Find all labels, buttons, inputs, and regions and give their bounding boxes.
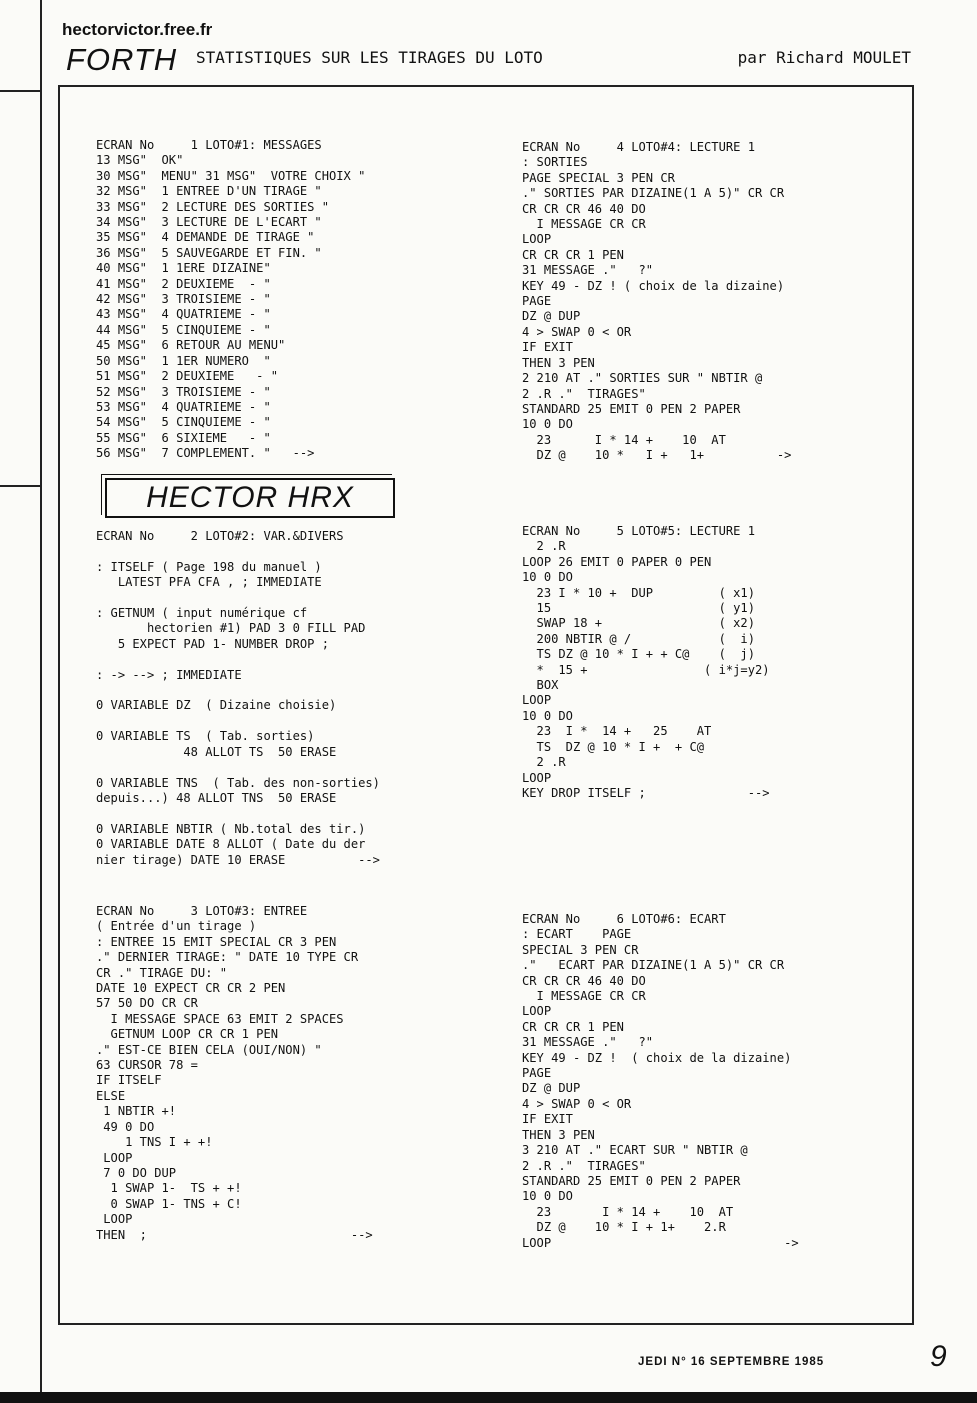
code-line: PAGE [522, 294, 552, 309]
code-line: ELSE [96, 1088, 126, 1103]
code-line: : SORTIES [522, 155, 588, 170]
code-line: 32 MSG" 1 ENTREE D'UN TIRAGE " [96, 184, 322, 199]
screen-listing-6 [522, 912, 799, 1251]
code-line: 10 0 DO [522, 1189, 573, 1204]
code-line: 2 .R [522, 539, 566, 554]
code-line: I MESSAGE CR CR [522, 217, 646, 232]
code-line: ECRAN No 4 LOTO#4: LECTURE 1 [522, 140, 755, 154]
code-line: 3 210 AT ." ECART SUR " NBTIR @ [522, 1143, 748, 1158]
code-line: SWAP 18 + ( x2) [522, 616, 755, 631]
code-line: 54 MSG" 5 CINQUIEME - " [96, 415, 271, 430]
code-line: 2 .R ." TIRAGES" [522, 1158, 646, 1173]
code-line: 34 MSG" 3 LECTURE DE L'ECART " [96, 215, 322, 230]
code-line: THEN ; --> [96, 1227, 373, 1242]
code-line: nier tirage) DATE 10 ERASE --> [96, 852, 380, 867]
code-line: DZ @ 10 * I + 1+ -> [522, 448, 792, 463]
code-line: 63 CURSOR 78 = [96, 1058, 198, 1073]
code-line: STANDARD 25 EMIT 0 PEN 2 PAPER [522, 401, 741, 416]
page-number: 9 [930, 1340, 947, 1373]
code-line: 51 MSG" 2 DEUXIEME - " [96, 369, 279, 384]
code-line: : ENTREE 15 EMIT SPECIAL CR 3 PEN [96, 934, 337, 949]
code-line: ." DERNIER TIRAGE: " DATE 10 TYPE CR [96, 950, 359, 965]
code-line: CR CR CR 1 PEN [522, 247, 624, 262]
code-line: depuis...) 48 ALLOT TNS 50 ERASE [96, 790, 337, 805]
code-line: 0 VARIABLE DZ ( Dizaine choisie) [96, 698, 337, 713]
code-line: ." ECART PAR DIZAINE(1 A 5)" CR CR [522, 958, 785, 973]
code-line: KEY 49 - DZ ! ( choix de la dizaine) [522, 1050, 792, 1065]
code-line: 43 MSG" 4 QUATRIEME - " [96, 307, 271, 322]
code-line: 45 MSG" 6 RETOUR AU MENU" [96, 338, 286, 353]
code-line: GETNUM LOOP CR CR 1 PEN [96, 1027, 279, 1042]
code-line: 55 MSG" 6 SIXIEME - " [96, 430, 271, 445]
code-line: 7 0 DO DUP [96, 1165, 177, 1180]
code-line: LOOP [522, 693, 552, 708]
code-line: : ITSELF ( Page 198 du manuel ) [96, 559, 322, 574]
code-line: TS DZ @ 10 * I + + C@ ( j) [522, 647, 755, 662]
code-line: SPECIAL 3 PEN CR [522, 942, 639, 957]
hector-hrx-logo: HECTOR HRX [105, 478, 395, 518]
code-line: THEN 3 PEN [522, 355, 595, 370]
code-line: 1 SWAP 1- TS + +! [96, 1181, 242, 1196]
code-line: 0 VARIABLE DATE 8 ALLOT ( Date du der [96, 837, 366, 852]
code-line: LOOP [522, 232, 552, 247]
code-line: PAGE SPECIAL 3 PEN CR [522, 170, 675, 185]
code-line: ECRAN No 6 LOTO#6: ECART [522, 912, 726, 926]
code-line: ECRAN No 1 LOTO#1: MESSAGES [96, 138, 322, 152]
screen-listing-1 [96, 138, 365, 462]
code-line: IF EXIT [522, 1112, 573, 1127]
code-line: 15 ( y1) [522, 601, 755, 616]
code-line: KEY 49 - DZ ! ( choix de la dizaine) [522, 278, 785, 293]
journal-footer: JEDI N° 16 SEPTEMBRE 1985 [638, 1356, 825, 1368]
code-line: 50 MSG" 1 1ER NUMERO " [96, 353, 271, 368]
code-line: 0 VARIABLE TS ( Tab. sorties) [96, 729, 315, 744]
code-line: 1 NBTIR +! [96, 1104, 177, 1119]
language-title: FORTH [66, 42, 178, 77]
code-line: 5 EXPECT PAD 1- NUMBER DROP ; [96, 636, 329, 651]
scan-bottom-edge [0, 1392, 977, 1403]
code-line: 44 MSG" 5 CINQUIEME - " [96, 322, 271, 337]
code-line: : -> --> ; IMMEDIATE [96, 667, 242, 682]
code-line: CR CR CR 46 40 DO [522, 973, 646, 988]
site-url: hectorvictor.free.fr [62, 20, 213, 39]
code-line: 31 MESSAGE ." ?" [522, 1035, 654, 1050]
code-line: ECRAN No 3 LOTO#3: ENTREE [96, 904, 308, 918]
code-line: TS DZ @ 10 * I + + C@ [522, 739, 705, 754]
code-line: 53 MSG" 4 QUATRIEME - " [96, 399, 271, 414]
code-line: 1 TNS I + +! [96, 1135, 213, 1150]
code-line: ( Entrée d'un tirage ) [96, 919, 257, 934]
code-line: IF EXIT [522, 340, 573, 355]
code-line: DZ @ 10 * I + 1+ 2.R [522, 1220, 726, 1235]
code-line: 4 > SWAP 0 < OR [522, 1096, 632, 1111]
code-line: 41 MSG" 2 DEUXIEME - " [96, 276, 271, 291]
code-line: PAGE [522, 1066, 552, 1081]
code-line: 2 210 AT ." SORTIES SUR " NBTIR @ [522, 371, 763, 386]
code-line: BOX [522, 678, 559, 693]
code-line: ." EST-CE BIEN CELA (OUI/NON) " [96, 1042, 322, 1057]
code-line: 31 MESSAGE ." ?" [522, 263, 654, 278]
code-line: 200 NBTIR @ / ( i) [522, 631, 755, 646]
code-line: CR CR CR 46 40 DO [522, 201, 646, 216]
code-line: STANDARD 25 EMIT 0 PEN 2 PAPER [522, 1173, 741, 1188]
page-edge-line [40, 0, 42, 1403]
page-header [66, 42, 916, 77]
code-line: 0 SWAP 1- TNS + C! [96, 1196, 242, 1211]
code-line: : ECART PAGE [522, 927, 632, 942]
code-line: * 15 + ( i*j=y2) [522, 662, 770, 677]
code-line: 13 MSG" OK" [96, 153, 184, 168]
code-line: 23 I * 14 + 25 AT [522, 724, 712, 739]
code-line: hectorien #1) PAD 3 0 FILL PAD [96, 621, 366, 636]
code-line: DZ @ DUP [522, 309, 581, 324]
code-line: I MESSAGE CR CR [522, 989, 646, 1004]
code-line: 42 MSG" 3 TROISIEME - " [96, 292, 271, 307]
code-line: LOOP [96, 1150, 133, 1165]
author-byline: par Richard MOULET [737, 48, 911, 67]
code-line: ." SORTIES PAR DIZAINE(1 A 5)" CR CR [522, 186, 785, 201]
code-line: IF ITSELF [96, 1073, 162, 1088]
code-line: LOOP 26 EMIT 0 PAPER 0 PEN [522, 554, 712, 569]
code-line: 4 > SWAP 0 < OR [522, 324, 632, 339]
screen-listing-3 [96, 904, 373, 1243]
code-line: LOOP [522, 770, 552, 785]
code-line: KEY DROP ITSELF ; --> [522, 785, 770, 800]
code-line: 48 ALLOT TS 50 ERASE [96, 744, 337, 759]
code-line: LOOP [522, 1004, 552, 1019]
code-line: 10 0 DO [522, 570, 573, 585]
screen-listing-4 [522, 140, 791, 464]
article-subtitle: STATISTIQUES SUR LES TIRAGES DU LOTO [196, 48, 543, 67]
code-line: ECRAN No 2 LOTO#2: VAR.&DIVERS [96, 529, 344, 543]
screen-listing-2 [96, 529, 380, 868]
code-line: 30 MSG" MENU" 31 MSG" VOTRE CHOIX " [96, 168, 366, 183]
screen-listing-5 [522, 524, 770, 801]
edge-stub [0, 485, 40, 487]
code-line: : GETNUM ( input numérique cf [96, 606, 308, 621]
code-line: LOOP [96, 1212, 133, 1227]
code-line: LATEST PFA CFA , ; IMMEDIATE [96, 575, 322, 590]
code-line: 2 .R ." TIRAGES" [522, 386, 646, 401]
code-line: ECRAN No 5 LOTO#5: LECTURE 1 [522, 524, 755, 538]
code-line: 35 MSG" 4 DEMANDE DE TIRAGE " [96, 230, 315, 245]
code-line: 57 50 DO CR CR [96, 996, 198, 1011]
code-line: THEN 3 PEN [522, 1127, 595, 1142]
code-line: 2 .R [522, 755, 566, 770]
code-line: 23 I * 14 + 10 AT [522, 1204, 734, 1219]
code-line: I MESSAGE SPACE 63 EMIT 2 SPACES [96, 1011, 344, 1026]
code-line: 52 MSG" 3 TROISIEME - " [96, 384, 271, 399]
code-line: 0 VARIABLE TNS ( Tab. des non-sorties) [96, 775, 380, 790]
code-line: DZ @ DUP [522, 1081, 581, 1096]
code-line: 10 0 DO [522, 708, 573, 723]
code-line: 33 MSG" 2 LECTURE DES SORTIES " [96, 199, 329, 214]
code-line: CR CR CR 1 PEN [522, 1019, 624, 1034]
code-line: 49 0 DO [96, 1119, 155, 1134]
edge-stub [0, 90, 40, 92]
code-line: 40 MSG" 1 1ERE DIZAINE" [96, 261, 271, 276]
code-line: 23 I * 10 + DUP ( x1) [522, 585, 755, 600]
code-line: LOOP -> [522, 1235, 799, 1250]
code-line: 10 0 DO [522, 417, 573, 432]
code-line: 36 MSG" 5 SAUVEGARDE ET FIN. " [96, 245, 322, 260]
code-line: 0 VARIABLE NBTIR ( Nb.total des tir.) [96, 821, 366, 836]
code-line: 56 MSG" 7 COMPLEMENT. " --> [96, 446, 315, 461]
code-line: 23 I * 14 + 10 AT [522, 432, 726, 447]
code-line: DATE 10 EXPECT CR CR 2 PEN [96, 981, 286, 996]
code-line: CR ." TIRAGE DU: " [96, 965, 228, 980]
